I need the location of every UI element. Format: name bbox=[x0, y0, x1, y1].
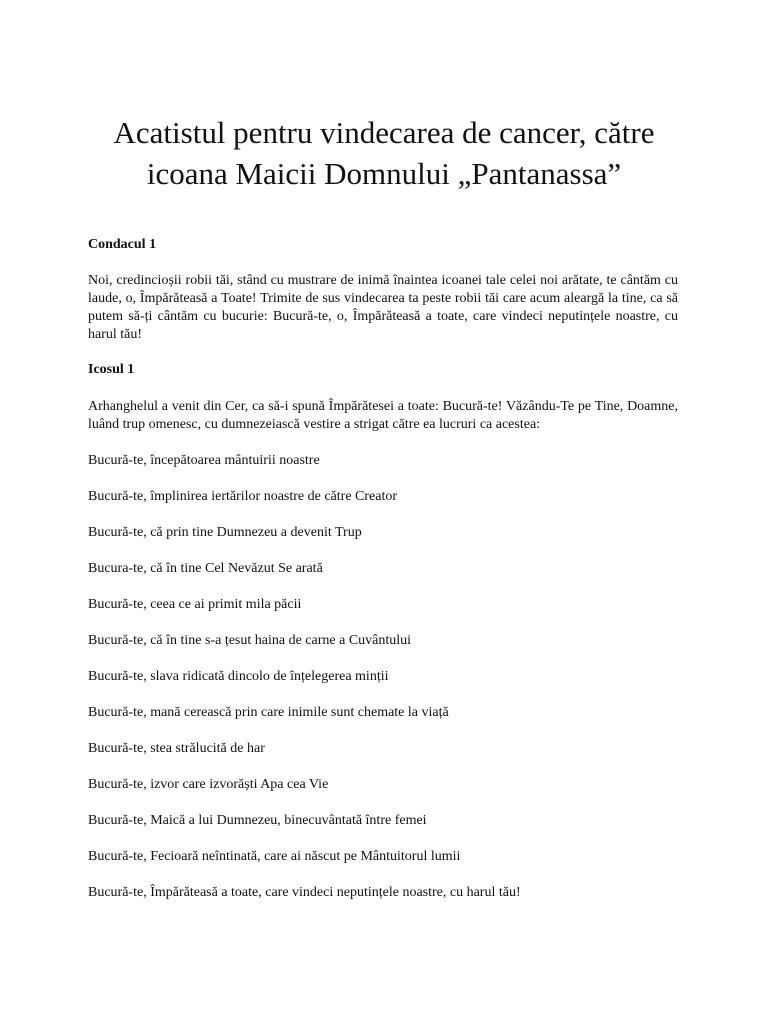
verse-line: Bucură-te, Împărăteasă a toate, care vindeci neputințele noastre, cu harul tău! bbox=[88, 885, 521, 900]
verse-line: Bucură-te, că prin tine Dumnezeu a devenit Trup bbox=[88, 525, 362, 540]
verse-line: Bucură-te, mană cerească prin care inimile sunt chemate la viață bbox=[88, 705, 449, 720]
document-title: Acatistul pentru vindecarea de cancer, către icoana Maicii Domnului „Pantanassa” bbox=[113, 115, 655, 191]
verse-line: Bucură-te, începătoarea mântuirii noastre bbox=[88, 453, 320, 468]
verse-line: Bucură-te, Maică a lui Dumnezeu, binecuvântată între femei bbox=[88, 813, 427, 828]
section-heading-condacul-1: Condacul 1 bbox=[88, 237, 157, 252]
verse-line: Bucură-te, ceea ce ai primit mila păcii bbox=[88, 597, 302, 612]
verse-line: Bucură-te, împlinirea iertărilor noastre de către Creator bbox=[88, 489, 398, 504]
verse-line: Bucură-te, izvor care izvorăști Apa cea Vie bbox=[88, 777, 329, 792]
verse-line: Bucură-te, că în tine s-a țesut haina de carne a Cuvântului bbox=[88, 633, 412, 648]
verse-line: Bucură-te, Fecioară neîntinată, care ai născut pe Mântuitorul lumii bbox=[88, 849, 461, 864]
verse-line: Bucura-te, că în tine Cel Nevăzut Se arată bbox=[88, 561, 323, 576]
section-paragraph-icosul-1: Arhanghelul a venit din Cer, ca să-i spună Împărătesei a toate: Bucură-te! Văzându-Te pe Tine, Doamne, luând trup omenesc, cu dumnezeiască vestire a strigat către ea lucruri ca acestea: bbox=[88, 399, 678, 432]
section-paragraph-condacul-1: Noi, credincioșii robii tăi, stând cu mustrare de inimă înaintea icoanei tale celei noi arătate, te cântăm cu laude, o, Împărăteasă a Toate! Trimite de sus vindecarea ta peste robii tăi care acum aleargă la tine, ca să putem să-ți cântăm cu bucurie: Bucură-te, o, Împărăteasă a toate, care vindeci neputințele noastre, cu harul tău! bbox=[88, 273, 678, 342]
section-heading-icosul-1: Icosul 1 bbox=[88, 362, 135, 377]
verse-line: Bucură-te, slava ridicată dincolo de înțelegerea minții bbox=[88, 669, 389, 684]
verse-line: Bucură-te, stea strălucită de har bbox=[88, 741, 265, 756]
